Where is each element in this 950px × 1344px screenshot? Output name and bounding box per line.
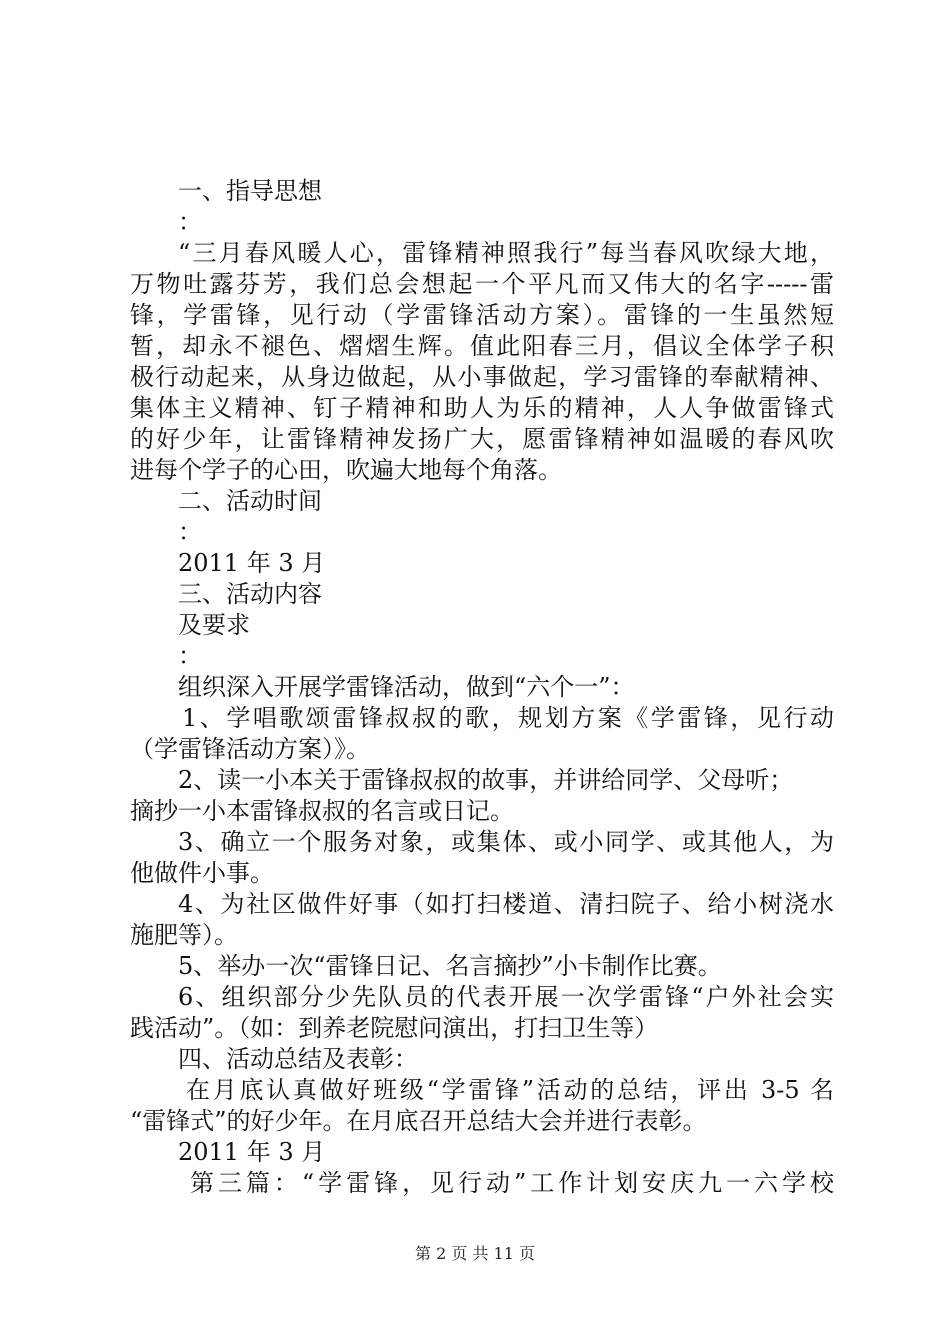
paragraph-line: 进每个学子的心田，吹遍大地每个角落。 (130, 456, 562, 484)
list-item-line: 1、学唱歌颂雷锋叔叔的歌，规划方案《学雷锋，见行动 (182, 704, 834, 732)
colon-line: ： (178, 208, 202, 236)
page-number-footer: 第 2 页 共 11 页 (415, 1244, 535, 1263)
paragraph-line: 的好少年，让雷锋精神发扬广大，愿雷锋精神如温暖的春风吹 (130, 425, 834, 453)
date-line: 2011 年 3 月 (178, 1138, 326, 1166)
date-line: 2011 年 3 月 (178, 549, 326, 577)
section-heading-activity-time: 二、活动时间 (178, 487, 322, 515)
list-item-line: 3、确立一个服务对象，或集体、或小同学、或其他人，为 (178, 828, 834, 856)
paragraph-line: 组织深入开展学雷锋活动，做到“六个一”： (178, 673, 635, 701)
chapter-title-line: 第三篇：“学雷锋，见行动”工作计划安庆九一六学校 (190, 1169, 834, 1197)
paragraph-line: 万物吐露芬芳，我们总会想起一个平凡而又伟大的名字-----雷 (130, 270, 834, 298)
document-body (130, 176, 834, 1199)
list-item-line: 4、为社区做件好事（如打扫楼道、清扫院子、给小树浇水 (178, 890, 834, 918)
list-item-line: （学雷锋活动方案）》。 (130, 735, 370, 763)
section-heading-requirements: 及要求 (178, 611, 250, 639)
section-heading-activity-content: 三、活动内容 (178, 580, 322, 608)
paragraph-line: 集体主义精神、钉子精神和助人为乐的精神，人人争做雷锋式 (130, 394, 834, 422)
section-heading-summary: 四、活动总结及表彰： (178, 1045, 418, 1073)
list-item-line: 施肥等）。 (130, 921, 238, 949)
paragraph-line: 极行动起来，从身边做起，从小事做起，学习雷锋的奉献精神、 (130, 363, 834, 391)
colon-line: ： (178, 518, 202, 546)
list-item-line: 他做件小事。 (130, 859, 274, 887)
list-item-line: 践活动”。（如：到养老院慰问演出，打扫卫生等） (130, 1014, 659, 1042)
paragraph-line: 锋，学雷锋，见行动（学雷锋活动方案）。雷锋的一生虽然短 (130, 301, 834, 329)
paragraph-line: 在月底认真做好班级“学雷锋”活动的总结，评出 3-5 名 (186, 1076, 834, 1104)
list-item-line: 6、组织部分少先队员的代表开展一次学雷锋“户外社会实 (178, 983, 834, 1011)
section-heading-guiding-idea: 一、指导思想 (178, 177, 322, 205)
list-item-line: 5、举办一次“雷锋日记、名言摘抄”小卡制作比赛。 (178, 952, 722, 980)
list-item-line: 2、读一小本关于雷锋叔叔的故事，并讲给同学、父母听； (178, 766, 794, 794)
paragraph-line: 暂，却永不褪色、熠熠生辉。值此阳春三月，倡议全体学子积 (130, 332, 834, 360)
colon-line: ： (178, 642, 202, 670)
paragraph-line: “三月春风暖人心，雷锋精神照我行”每当春风吹绿大地， (178, 239, 834, 267)
paragraph-line: “雷锋式”的好少年。在月底召开总结大会并进行表彰。 (130, 1107, 707, 1135)
list-item-line: 摘抄一小本雷锋叔叔的名言或日记。 (130, 797, 514, 825)
